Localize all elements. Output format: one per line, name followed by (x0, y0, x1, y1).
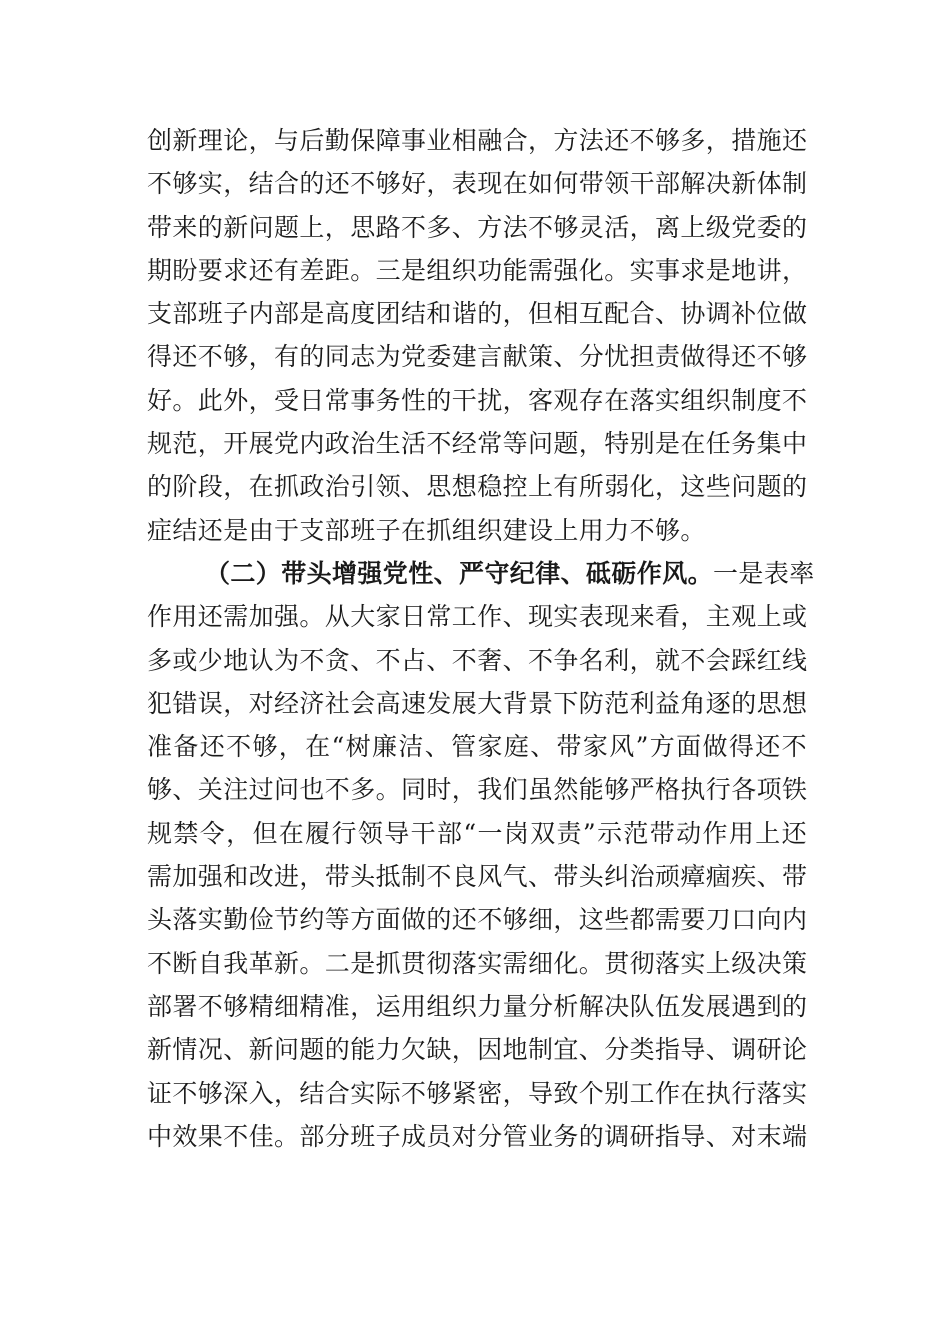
paragraph-2 (147, 552, 815, 1158)
text-line: 需加强和改进，带头抵制不良风气、带头纠治顽瘴痼疾、带 (147, 862, 808, 892)
text-line: 不够实，结合的还不够好，表现在如何带领干部解决新体制 (147, 169, 808, 199)
paragraph-1 (147, 119, 807, 552)
section-2-heading: （二）带头增强党性、严守纪律、砥砺作风。 (205, 558, 714, 588)
text-line: 中效果不佳。部分班子成员对分管业务的调研指导、对末端 (147, 1121, 808, 1151)
text-line: 作用还需加强。从大家日常工作、现实表现来看，主观上或 (147, 602, 808, 632)
text-line: 够、关注过问也不多。同时，我们虽然能够严格执行各项铁 (147, 775, 808, 805)
text-line: 头落实勤俭节约等方面做的还不够细，这些都需要刀口向内 (147, 905, 808, 935)
text-line: 犯错误，对经济社会高速发展大背景下防范利益角逐的思想 (147, 688, 808, 718)
section-2-first-line (147, 552, 815, 595)
text-line: 准备还不够，在“树廉洁、管家庭、带家风”方面做得还不 (147, 732, 807, 762)
text-line: 规禁令，但在履行领导干部“一岗双责”示范带动作用上还 (147, 818, 807, 848)
text-line: 症结还是由于支部班子在抓组织建设上用力不够。 (147, 515, 706, 545)
text-line: 好。此外，受日常事务性的干扰，客观存在落实组织制度不 (147, 385, 808, 415)
document-body (147, 119, 815, 1158)
text-line: 带来的新问题上，思路不多、方法不够灵活，离上级党委的 (147, 212, 808, 242)
text-line: 期盼要求还有差距。三是组织功能需强化。实事求是地讲， (147, 255, 808, 285)
text-line: 得还不够，有的同志为党委建言献策、分忧担责做得还不够 (147, 342, 808, 372)
text-line: 支部班子内部是高度团结和谐的，但相互配合、协调补位做 (147, 299, 808, 329)
text-line: 多或少地认为不贪、不占、不奢、不争名利，就不会踩红线 (147, 645, 808, 675)
text-line: 部署不够精细精准，运用组织力量分析解决队伍发展遇到的 (147, 991, 808, 1021)
text-line: 的阶段，在抓政治引领、思想稳控上有所弱化，这些问题的 (147, 472, 808, 502)
text-line: 不断自我革新。二是抓贯彻落实需细化。贯彻落实上级决策 (147, 948, 808, 978)
section-2-first-line-rest: 一是表率 (713, 558, 815, 588)
text-line: 新情况、新问题的能力欠缺，因地制宜、分类指导、调研论 (147, 1035, 808, 1065)
text-line: 创新理论，与后勤保障事业相融合，方法还不够多，措施还 (147, 126, 808, 155)
text-line: 规范，开展党内政治生活不经常等问题，特别是在任务集中 (147, 429, 808, 459)
text-line: 证不够深入，结合实际不够紧密，导致个别工作在执行落实 (147, 1078, 808, 1108)
